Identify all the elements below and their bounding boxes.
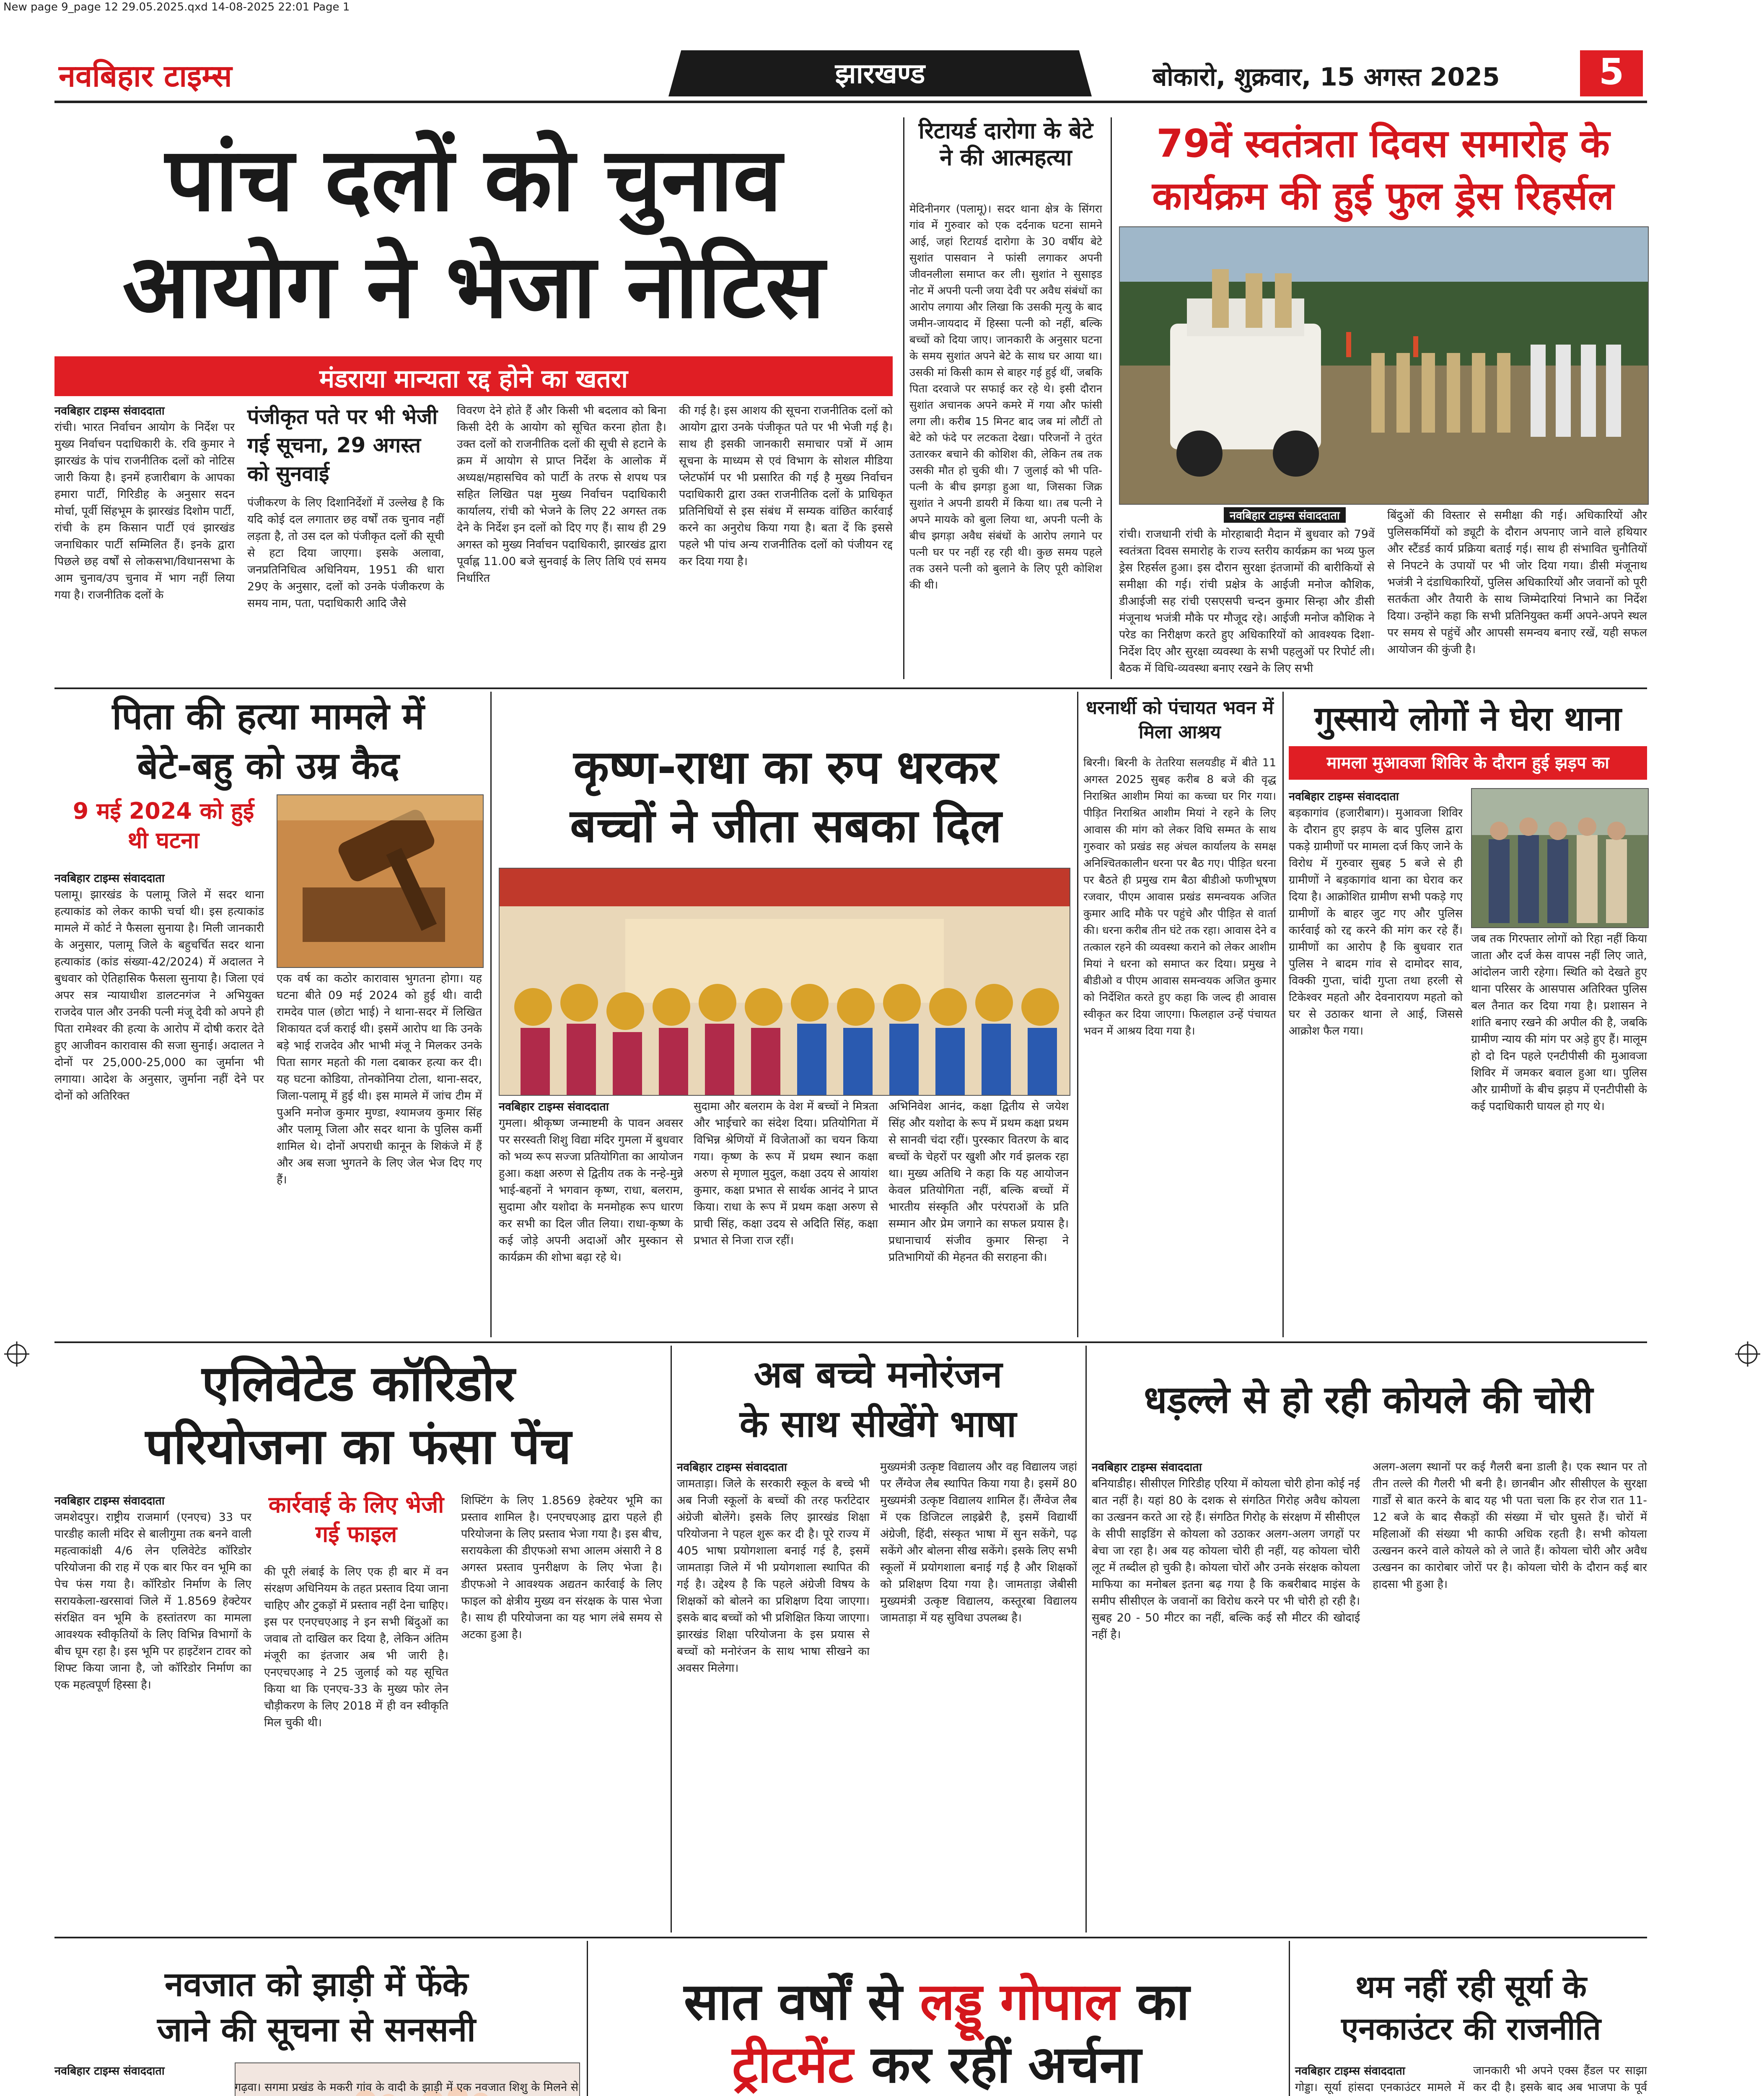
story1-subheading: पंजीकृत पते पर भी भेजी गई सूचना, 29 अगस्त को सुनवाई	[247, 405, 438, 486]
page-number: 5	[1599, 51, 1624, 93]
story5-col3: अभिनिवेश आनंद, कक्षा द्वितीय से जयेश सिंह और यशोदा के रूप में प्रथम कक्षा प्रथम से सानवी चंदा रहीं। पुरस्कार वितरण के बाद बच्चों के चेहरों पर खुशी और गर्व झलक रहा था। मुख्य अतिथि ने कहा कि यह आयोजन केवल प्रतियोगिता नहीं, बल्कि बच्चों में भारतीय संस्कृति और परंपराओं के प्रति सम्मान और प्रेम जगाने का सफल प्रयास है। प्रधानाचार्य संजीव कुमार सिन्हा ने प्रतिभागियों की मेहनत की सराहना की।	[888, 1100, 1069, 1264]
story5-byline: नवबिहार टाइम्स संवाददाता	[499, 1100, 609, 1113]
story10-col1: बनियाडीह। सीसीएल गिरिडीह एरिया में कोयला चोरी होना कोई नई बात नहीं है। यहां 80 के दशक से संगठित गिरोह अवैध कोयला का उत्खनन करते आ रहे हैं। संगठित गिरोह के संरक्षण में सीसीएल के सीपी साइडिंग से कोयला को उठाकर अलग-अलग जगहों पर बेचा जा रहा है। अब यह कोयला चोरी ही नहीं, यह कोयला चोरी लूट में तब्दील हो चुकी है। कोयला चोरों और उनके संरक्षक कोयला माफिया का मनोबल इतना बढ़ गया है कि कबरीबाद माइंस के समीप सीसीएल के जवानों का विरोध करने पर भी चोरी हो रही है। सुबह 20 - 50 मीटर का नहीं, बल्कि कई सौ मीटर की खोदाई नहीं है।	[1092, 1477, 1360, 1641]
krishna-costume-photo	[499, 868, 1070, 1096]
story11-body	[54, 2079, 578, 2096]
story1-headline-line2: आयोग ने भेजा नोटिस	[122, 234, 825, 338]
story13-headline-line2: एनकाउंटर की राजनीति	[1341, 2011, 1601, 2047]
story5-headline-line1: कृष्ण-राधा का रुप धरकर	[573, 740, 998, 794]
story2-headline: रिटायर्ड दारोगा के बेटे ने की आत्महत्या	[918, 117, 1093, 171]
story12-head-black-1: सात वर्षों से	[684, 1972, 902, 2031]
band-rule-1	[54, 687, 1647, 689]
story8-col3: शिफ्टिंग के लिए 1.8569 हेक्टेयर भूमि का प्रस्ताव शामिल है। एनएचएआइ द्वारा पहले ही परियोजना के लिए प्रस्ताव भेजा गया है। इस बीच, सरायकेला की डीएफओ सभा आलम अंसारी ने 8 अगस्त प्रस्ताव पुनरीक्षण के लिए भेजा है। डीएफओ ने आवश्यक अद्यतन कार्रवाई के लिए फाइल को क्षेत्रीय मुख्य वन संरक्षक के पास भेजा है। साथ ही परियोजना का यह भाग लंबे समय से अटका हुआ है।	[461, 1494, 662, 1641]
print-slug: New page 9_page 12 29.05.2025.qxd 14-08-2025 22:01 Page 1	[3, 1, 350, 13]
story7-byline: नवबिहार टाइम्स संवाददाता	[1289, 790, 1399, 803]
story4-headline	[54, 692, 482, 791]
col-rule-8	[587, 1941, 588, 2096]
story6-body: बिरनी। बिरनी के तेतरिया सलयडीह में बीते 11 अगस्त 2025 सुबह करीब 8 बजे की वृद्ध निराश्रित आशीम मियां का कच्चा घर गिर गया। पीड़ित निराश्रित आशीम मियां ने रहने के लिए आवास की मांग को लेकर विधि सम्मत के साथ गुरुवार को प्रखंड सह अंचल कार्यालय के समक्ष अनिश्चितकालीन धरना पर बैठ गए। पीड़ित धरना पर बैठते ही प्रमुख राम बैठा बीडीओ फणीभूषण रजवार, पीएम आवास प्रखंड समन्वयक अजित कुमार आदि मौके पर पहुंचे और पीड़ित से वार्ता की। धरना करीब तीन घंटे तक रहा। आवास देने व तत्काल रहने की व्यवस्था कराने को लेकर आशीम मियां ने धरना को समाप्त कर दिया। प्रमुख ने बीडीओ व पीएम आवास समन्वयक अजित कुमार को निर्देशित करते हुए कहा कि जल्द ही आवास स्वीकृत कर दिया जाएगा। फिलहाल उन्हें पंचायत भवन में आश्रय दिया गया है।	[1083, 757, 1276, 1038]
story8-col2: की पूरी लंबाई के लिए एक ही बार में वन संरक्षण अधिनियम के तहत प्रस्ताव दिया जाना चाहिए और टुकड़ों में प्रस्ताव नहीं देना चाहिए। इस पर एनएचएआइ ने इन सभी बिंदुओं का जवाब तो दाखिल कर दिया है, लेकिन अंतिम मंजूरी का इंतजार अब भी जारी है। एनएचएआइ ने 25 जुलाई को यह सूचित किया था कि एनएच-33 के मुख्य फोर लेन चौड़ीकरण के लिए 2018 में ही वन स्वीकृति मिल चुकी थी।	[264, 1565, 448, 1729]
story8-col1: जमशेदपुर। राष्ट्रीय राजमार्ग (एनएच) 33 पर पारडीह काली मंदिर से बालीगुमा तक बनने वाली महत्वाकांक्षी 4/6 लेन एलिवेटेड कॉरिडोर परियोजना की राह में एक बार फिर वन भूमि का पेच फंस गया है। कॉरिडोर निर्माण के लिए सरायकेला-खरसावां जिले में 1.8569 हेक्टेयर संरक्षित वन भूमि के हस्तांतरण का मामला आवश्यक स्वीकृतियों के लिए विभिन्न विभागों के बीच घूम रहा है। इस भूमि पर हाइटेंशन टावर को शिफ्ट किया जाना है, जो कॉरिडोर निर्माण का एक महत्वपूर्ण हिस्सा है।	[54, 1511, 251, 1691]
story4-col1: पलामू। झारखंड के पलामू जिले में सदर थाना हत्याकांड को लेकर काफी चर्चा थी। इस हत्याकांड मामले में कोर्ट ने फैसला सुनाया है। मिली जानकारी के अनुसार, पलामू जिले के बहुचर्चित सदर थाना हत्याकांड (कांड संख्या-42/2024) में अदालत ने बुधवार को ऐतिहासिक फैसला सुनाया है। जिला एवं अपर सत्र न्यायाधीश डालटनगंज ने अभियुक्त राजदेव पाल और उनकी पत्नी मंजू देवी को अपने ही पिता रामेश्वर की हत्या के आरोप में दोषी करार देते हुए आजीवन कारावास की सजा सुनाई। अदालत ने दोनों पर 25,000-25,000 का जुर्माना भी लगाया। आदेश के अनुसार, जुर्माना नहीं देने पर दोनों को अतिरिक्त	[54, 888, 264, 1102]
band-rule-3	[54, 1937, 1647, 1938]
story13-col1: गोड्डा। सूर्या हांसदा एनकाउंटर मामले में	[1295, 2081, 1465, 2094]
story12-head-black-3: कर रहीं अर्चना	[871, 2035, 1142, 2094]
story11-headline-line2: जाने की सूचना से सनसनी	[157, 2010, 476, 2049]
story12-head-red-2: ट्रीटमेंट	[732, 2035, 853, 2094]
paper-name: नवबिहार टाइम्स	[59, 58, 232, 93]
story1-col3: विवरण देने होते हैं और किसी भी बदलाव को बिना किसी देरी के आयोग को सूचित करना होता है। उक्त दलों को राजनीतिक दलों की सूची से हटाने के क्रम में आयोग से प्राप्त निर्देश के आलोक में अध्यक्ष/महासचिव को पार्टी के तरफ से शपथ पत्र सहित लिखित पक्ष मुख्य निर्वाचन पदाधिकारी कार्यालय, रांची को भेजने के लिए 22 अगस्त तक देने के निर्देश इन दलों को दिए गए हैं। साथ ही 29 अगस्त को मुख्य निर्वाचन पदाधिकारी, झारखंड द्वारा पूर्वाह्न 11.00 बजे सुनवाई के लिए तिथि एवं समय निर्धारित	[457, 404, 666, 585]
story11-byline: नवबिहार टाइम्स संवाददाता	[54, 2065, 165, 2078]
story7-col2: जब तक गिरफ्तार लोगों को रिहा नहीं किया जाता और दर्ज केस वापस नहीं लिए जाते, आंदोलन जारी रहेगा। स्थिति को देखते हुए थाना परिसर के आसपास अतिरिक्त पुलिस बल तैनात कर दिया गया है। प्रशासन ने शांति बनाए रखने की अपील की है, जबकि ग्रामीण न्याय की मांग पर अड़े हुए हैं। मालूम हो दो दिन पहले एनटीपीसी की मुआवजा शिविर में जमकर बवाल हुआ था। पुलिस और ग्रामीणों के बीच झड़प में एनटीपीसी के कई पदाधिकारी घायल हो गए थे।	[1471, 932, 1647, 1113]
masthead-rule	[54, 101, 1647, 103]
story11-float-spacer	[54, 2079, 235, 2096]
col-rule-6	[671, 1346, 672, 1933]
story8-byline: नवबिहार टाइम्स संवाददाता	[54, 1494, 165, 1507]
story13-headline	[1295, 1966, 1647, 2050]
story10-headline: धड़ल्ले से हो रही कोयले की चोरी	[1144, 1378, 1593, 1422]
story1-headline	[54, 126, 893, 340]
story13-byline: नवबिहार टाइम्स संवाददाता	[1295, 2065, 1405, 2078]
issue-date: बोकारो, शुक्रवार, 15 अगस्त 2025	[1153, 62, 1500, 92]
story5-headline-line2: बच्चों ने जीता सबका दिल	[570, 799, 1002, 853]
story1-col4: की गई है। इस आशय की सूचना राजनीतिक दलों को आयोग द्वारा उनके पंजीकृत पते पर भी भेजी गई है। साथ ही इसकी जानकारी समाचार पत्रों में आम सूचना के माध्यम से एवं विभाग के सोशल मीडिया प्लेटफॉर्म पर भी प्रसारित की गई है मुख्य निर्वाचन पदाधिकारी द्वारा उक्त राजनीतिक दलों के प्राधिकृत प्रतिनिधियों से इस संबंध में सम्यक वांछित कार्रवाई करने का अनुरोध किया गया है। बता दें कि इससे पहले भी पांच अन्य राजनीतिक दलों को पंजीयन रद्द कर दिया गया है।	[679, 404, 893, 568]
story5-col1: गुमला। श्रीकृष्ण जन्माष्टमी के पावन अवसर पर सरस्वती शिशु विद्या मंदिर गुमला में बुधवार को भव्य रूप सज्जा प्रतियोगिता का आयोजन हुआ। कक्षा अरुण से द्वितीय तक के नन्हे-मुन्ने भाई-बहनों ने भगवान कृष्ण, राधा, बलराम, सुदामा और यशोदा के मनमोहक रूप धारण कर सभी का दिल जीत लिया। राधा-कृष्ण के कई जोड़े अपनी अदाओं और मुस्कान से कार्यक्रम की शोभा बढ़ा रहे थे।	[499, 1117, 683, 1264]
gavel-photo	[277, 794, 484, 968]
section-name: झारखण्ड	[835, 57, 925, 90]
story2-body: मेदिनीनगर (पलामू)। सदर थाना क्षेत्र के सिंगरा गांव में गुरुवार को एक दर्दनाक घटना सामने आई, जहां रिटायर्ड दारोगा के 30 वर्षीय बेटे सुशांत पासवान ने फांसी लगाकर अपनी जीवनलीला समाप्त कर ली। सुशांत ने सुसाइड नोट में अपनी पत्नी जया देवी पर अवैध संबंधों का आरोप लगाया और लिखा कि उसकी मृत्यु के बाद जमीन-जायदाद में हिस्सा पत्नी को नहीं, बल्कि बच्चों को दिया जाए। जानकारी के अनुसार घटना के समय सुशांत अपने बेटे के साथ घर आया था। उसकी मां किसी काम से बाहर गई हुई थीं, जबकि पिता दरवाजे पर सफाई कर रहे थे। इसी दौरान सुशांत अचानक अपने कमरे में गया और फांसी लगा ली। करीब 15 मिनट बाद जब मां लौटीं तो बेटे को फंदे पर लटकता देखा। परिजनों ने तुरंत उतारकर बचाने की कोशिश की, लेकिन तब तक उसकी मौत हो चुकी थी। 7 जुलाई को भी पति-पत्नी के बीच झगड़ा हुआ था, जिसका जिक्र सुशांत ने अपनी डायरी में किया था। तब पत्नी ने अपने मायके को बुला लिया था, अपनी पत्नी के बीच झगड़ा अवैध संबंधों के आरोप लगाने पर पत्नी घर पर नहीं रह रही थी। कुछ समय पहले तक उसने पत्नी को बुलाने के लिए पूरी कोशिश की थी।	[909, 203, 1102, 591]
story9-headline	[677, 1350, 1079, 1449]
story1-banner: मंडराया मान्यता रद्द होने का खतरा	[319, 364, 628, 394]
story13-headline-line1: थम नहीं रही सूर्या के	[1355, 1969, 1587, 2005]
story6-headline: धरनार्थी को पंचायत भवन में मिला आश्रय	[1086, 697, 1274, 743]
story7-headline: गुस्साये लोगों ने घेरा थाना	[1314, 699, 1622, 738]
story12-headline	[593, 1970, 1280, 2096]
story7-col1: बड़कागांव (हजारीबाग)। मुआवजा शिविर के दौरान हुए झड़प के बाद पुलिस द्वारा पकड़े ग्रामीणों पर मामला दर्ज किए जाने के विरोध में गुरुवार सुबह 5 बजे से ही ग्रामीणों ने बड़कागांव थाना का घेराव कर दिया है। आक्रोशित ग्रामीण सभी पकड़े गए ग्रामीणों के बाहर जुट गए और पुलिस कार्रवाई को रद्द करने की मांग कर रहे हैं। ग्रामीणों का आरोप है कि बुधवार रात पुलिस ने बादम गांव से दामोदर साव, विक्की गुप्ता, चांदी गुप्ता तथा हरली से टिकेश्वर महतो और देवनारायण महतो को घर से उठाकर थाना ले आई, जिससे आक्रोश फैल गया।	[1289, 807, 1463, 1038]
story8-subheading: कार्रवाई के लिए भेजी गई फाइल	[268, 1492, 444, 1547]
story1-byline: नवबिहार टाइम्स संवाददाता	[54, 405, 165, 418]
story10-col2: अलग-अलग स्थानों पर कई गैलरी बना डाली है। एक स्थान पर तो तीन तल्ले की गैलरी भी बनी है। छानबीन और सीसीएल के सुरक्षा गार्डों से बात करने के बाद यह भी पता चला कि हर रोज रात 11-12 बजे के बाद सैकड़ों की संख्या में चोर घुसते हैं। चोरों में महिलाओं की संख्या भी काफी अधिक रहती है। सभी कोयला उत्खनन करने वाले कोयले को ले जाते हैं। कोयला चोरी और अवैध उत्खनन का कारोबार जोरों पर है। कोयला चोरी के दौरान कई बार हादसा भी हुआ है।	[1373, 1460, 1647, 1591]
story8-headline-line1: एलिवेटेड कॉरिडोर	[202, 1354, 515, 1412]
story4-subheading: 9 मई 2024 को हुई थी घटना	[73, 798, 254, 853]
story3-col1: रांची। राजधानी रांची के मोरहाबादी मैदान में बुधवार को 79वें स्वतंत्रता दिवस समारोह के राज्य स्तरीय कार्यक्रम का भव्य फुल ड्रेस रिहर्सल हुआ। इस दौरान सुरक्षा इंतजामों की बारीकियों से समीक्षा की गई। रांची प्रक्षेत्र के आईजी मनोज कौशिक, डीआईजी सह रांची एसएसपी चन्दन कुमार सिन्हा और डीसी मंजूनाथ भजंत्री मौके पर मौजूद रहे। आईजी मनोज कौशिक ने परेड का निरीक्षण करते हुए अधिकारियों को आवश्यक दिशा-निर्देश दिए और सुरक्षा व्यवस्था के सभी पहलुओं पर रिपोर्ट ली। बैठक में विधि-व्यवस्था बनाए रखने के लिए सभी	[1119, 528, 1375, 675]
col-rule-2	[1111, 117, 1112, 679]
story9-byline: नवबिहार टाइम्स संवाददाता	[677, 1461, 787, 1474]
story4-byline: नवबिहार टाइम्स संवाददाता	[54, 872, 165, 885]
col-rule-1	[903, 117, 904, 679]
col-rule-9	[1289, 1941, 1290, 2096]
story4-col2: एक वर्ष का कठोर कारावास भुगतना होगा। यह घटना बीते 09 मई 2024 को हुई थी। वादी रामदेव पाल (छोटा भाई) ने थाना-सदर में लिखित शिकायत दर्ज कराई थी। इसमें आरोप था कि उनके बड़े भाई राजदेव और भाभी मंजू ने मिलकर उनके पिता सागर महतो की गला दबाकर हत्या कर दी। यह घटना कोडिया, तोनकोनिया टोला, थाना-सदर, जिला-पलामू में हुई थी। इस मामले में जांच टीम में पुअनि मनोज कुमार मुण्डा, श्यामजय कुमार सिंह और पलामू जिला और सदर थाना के पुलिस कर्मी शामिल थे। दोनों अपराधी कानून के शिकंजे में हैं और अब सजा भुगतने के लिए जेल भेज दिए गए हैं।	[277, 972, 482, 1186]
police-station-photo	[1471, 788, 1649, 928]
col-rule-4	[1077, 692, 1078, 1337]
col-rule-3	[490, 692, 492, 1337]
col-rule-5	[1282, 692, 1284, 1337]
story9-col1: जामताड़ा। जिले के सरकारी स्कूल के बच्चे भी अब निजी स्कूलों के बच्चों की तरह फर्राटेदार अंग्रेजी बोलेंगे। इसके लिए झारखंड शिक्षा परियोजना ने पहल शुरू कर दी है। पूरे राज्य में 405 भाषा प्रयोगशाला बनाई गई है, इसमें जामताड़ा जिले में भी प्रयोगशाला स्थापित की गई है। उद्देश्य है कि पहले अंग्रेजी विषय के शिक्षकों को बोलने का प्रशिक्षण दिया जाएगा। इसके बाद बच्चों को भी प्रशिक्षित किया जाएगा। झारखंड शिक्षा परियोजना के इस प्रयास से बच्चों को मनोरंजन के साथ भाषा सीखने का अवसर मिलेगा।	[677, 1477, 870, 1675]
story9-headline-line1: अब बच्चे मनोरंजन	[754, 1353, 1002, 1396]
story9-headline-line2: के साथ सीखेंगे भाषा	[739, 1402, 1017, 1445]
story11-headline-line1: नवजात को झाड़ी में फेंके	[165, 1965, 468, 2004]
story12-head-black-2: का	[1137, 1972, 1190, 2031]
band-rule-2	[54, 1341, 1647, 1343]
parade-rehearsal-photo	[1119, 226, 1649, 505]
story7-banner: मामला मुआवजा शिविर के दौरान हुई झड़प का	[1289, 746, 1647, 780]
story5-col2: सुदामा और बलराम के वेश में बच्चों ने मित्रता और भाईचारे का संदेश दिया। प्रतियोगिता में विभिन्न श्रेणियों में विजेताओं का चयन किया गया। कृष्ण के रूप में प्रथम स्थान कक्षा अरुण से मृणाल मुदुल, कक्षा उदय से आयांश कुमार, कक्षा प्रभात से सार्थक आनंद ने प्राप्त किया। राधा के रूप में प्रथम कक्षा अरुण से प्राची सिंह, कक्षा उदय से अदिति सिंह, कक्षा प्रभात से निजा राज रहीं।	[694, 1100, 878, 1247]
story1-col2: पंजीकरण के लिए दिशानिर्देशों में उल्लेख है कि यदि कोई दल लगातार छह वर्षों तक चुनाव नहीं लड़ता है, तो उस दल को पंजीकृत दलों की सूची से हटा दिया जाएगा। इसके अलावा, जनप्रतिनिधित्व अधिनियम, 1951 की धारा 29ए के अनुसार, दलों को उनके पंजीकरण के समय नाम, पता, पदाधिकारी आदि जैसे	[247, 496, 444, 610]
story13-col2: जानकारी भी अपने एक्स हैंडल पर साझा कर दी है। इसके बाद अब भाजपा के पूर्व	[1473, 2064, 1647, 2094]
story9-col2: मुख्यमंत्री उत्कृष्ट विद्यालय और वह विद्यालय जहां पर लैंग्वेज लैब स्थापित किया गया है। इसमें 80 मुख्यमंत्री उत्कृष्ट विद्यालय शामिल हैं। लैंग्वेज लैब में एक डिजिटल लाइब्रेरी है, इसमें विद्यार्थी अंग्रेजी, हिंदी, संस्कृत भाषा में सुन सकेंगे, पढ़ सकेंगे और बोलना सीख सकेंगे। इसके लिए सभी स्कूलों में प्रयोगशाला बनाई गई है और शिक्षकों को प्रशिक्षण दिया गया है। जामताड़ा जेबीसी मुख्यमंत्री उत्कृष्ट विद्यालय, कस्तूरबा विद्यालय जामताड़ा में यह सुविधा उपलब्ध है।	[880, 1460, 1077, 1624]
story4-headline-line1: पिता की हत्या मामले में	[112, 695, 425, 738]
story11-headline	[54, 1962, 578, 2052]
story1-col1: रांची। भारत निर्वाचन आयोग के निर्देश पर मुख्य निर्वाचन पदाधिकारी के. रवि कुमार ने झारखंड के पांच राजनीतिक दलों को नोटिस जारी किया है। इनमें हजारीबाग के आपका हमारा पार्टी, गिरिडीह के अनुसार सदन मोर्चा, पूर्वी सिंहभूम के झारखंड दिशोम पार्टी, रांची के हम किसान पार्टी एवं झारखंड जनाधिकार पार्टी सम्मिलित हैं। इनके द्वारा पिछले छह वर्षों से लोकसभा/विधानसभा के आम चुनाव/उप चुनाव में भाग नहीं लिया गया है। राजनीतिक दलों के	[54, 421, 235, 602]
story5-headline	[497, 738, 1075, 855]
story4-headline-line2: बेटे-बहु को उम्र कैद	[137, 744, 399, 787]
story8-headline-line2: परियोजना का फंसा पेंच	[145, 1417, 572, 1475]
story8-headline	[54, 1352, 662, 1478]
story12-head-red-1: लड्डू गोपाल	[920, 1972, 1119, 2031]
story10-byline: नवबिहार टाइम्स संवाददाता	[1092, 1461, 1202, 1474]
story3-col2: बिंदुओं की विस्तार से समीक्षा की गई। अधिकारियों और पुलिसकर्मियों को ड्यूटी के दौरान अपनाए जाने वाले हथियार और स्टैंडर्ड कार्य प्रक्रिया बताई गई। साथ ही संभावित चुनौतियों से निपटने के उपायों पर भी जोर दिया गया। डीसी मंजूनाथ भजंत्री ने दंडाधिकारियों, पुलिस अधिकारियों और जवानों को पूरी सतर्कता और तैयारी के साथ जिम्मेदारियां निभाने का निर्देश दिया। उन्होंने कहा कि सभी प्रतिनियुक्त कर्मी अपने-अपने स्थल पर समय से पहुंचें और आपसी समन्वय बनाए रखें, यही सफल आयोजन की कुंजी है।	[1387, 509, 1647, 656]
col-rule-7	[1085, 1346, 1087, 1933]
story11-text: गढ़वा। सगमा प्रखंड के मकरी गांव के वादी के झाड़ी में एक नवजात शिशु के मिलने से	[235, 2081, 578, 2094]
story3-byline: नवबिहार टाइम्स संवाददाता	[1224, 507, 1346, 523]
story3-headline: 79वें स्वतंत्रता दिवस समारोह के कार्यक्रम की हुई फुल ड्रेस रिहर्सल	[1152, 121, 1614, 218]
story1-headline-line1: पांच दलों को चुनाव	[165, 127, 782, 231]
